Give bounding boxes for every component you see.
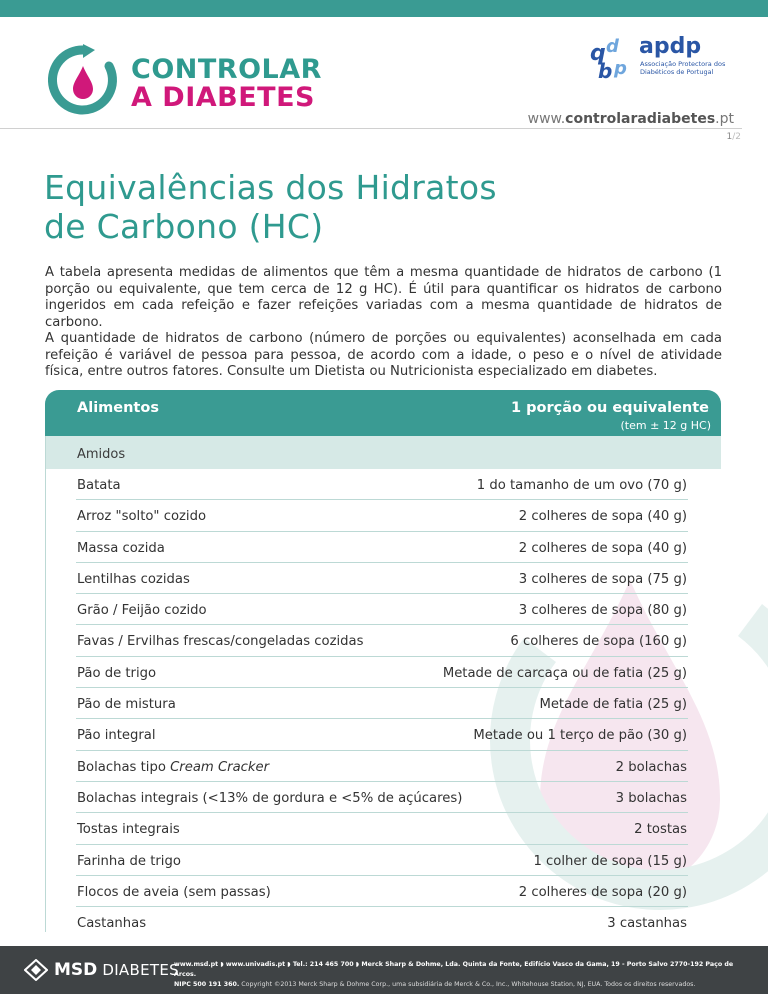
intro-text: [45, 265, 722, 381]
food-name: Batata: [77, 478, 121, 493]
page-title: Equivalências dos Hidratos de Carbono (HC): [44, 168, 497, 246]
intro-paragraph-2: A quantidade de hidratos de carbono (número de porções ou equivalentes) aconselhada em cada refeição é variável de pessoa para pessoa, de acordo com a idade, o peso e o nível de atividade física, entre outros fatores. Consulte um Dietista ou Nutricionista especializado em diabetes.: [45, 331, 722, 379]
table-body: [45, 469, 721, 937]
food-name: Pão integral: [77, 728, 156, 744]
footer-legal-text: www.msd.pt ◗ www.univadis.pt ◗ Tel.: 214 465 700 ◗ Merck Sharp & Dohme, Lda. Quinta da Fonte, Edifício Vasco da Gama, 19 - Porto Salvo 2770-192 Paço de Arcos. NIPC 500 191 360. Copyright ©2013 Merck Sharp & Dohme Corp., uma subsidiária de Merck & Co., Inc., Whitehouse Station, NJ, EUA. Todos os direitos reservados.: [174, 961, 734, 988]
portion-quantity: 1 colher de sopa (15 g): [533, 853, 687, 869]
food-name: Grão / Feijão cozido: [77, 603, 207, 619]
logo-line1: CONTROLAR: [131, 54, 322, 85]
portion-quantity: 3 bolachas: [615, 790, 687, 806]
food-name: Pão de trigo: [77, 665, 157, 681]
table-row: [76, 907, 688, 937]
portion-quantity: 3 colheres de sopa (75 g): [518, 571, 687, 587]
food-name: Pão de mistura: [77, 697, 176, 713]
msd-diabetes-brand: MSD DIABETES: [54, 960, 179, 980]
food-name: Flocos de aveia (sem passas): [77, 884, 271, 900]
apdp-logo-icon: [588, 34, 638, 84]
portion-quantity: Metade ou 1 terço de pão (30 g): [473, 728, 687, 744]
food-name: Favas / Ervilhas frescas/congeladas cozidas: [77, 634, 364, 650]
table-row: [76, 813, 688, 844]
footer-bar: [0, 946, 768, 994]
logo-wordmark: [131, 56, 322, 112]
table-row: [76, 876, 688, 907]
table-row: [76, 500, 688, 531]
table-row: [76, 719, 688, 750]
partner-subtitle: Associação Protectora dos Diabéticos de Portugal: [640, 60, 726, 76]
group-label: Amidos: [77, 447, 126, 462]
svg-text:p: p: [614, 58, 627, 79]
food-name: Massa cozida: [77, 540, 165, 556]
food-name: Bolachas tipo Cream Cracker: [77, 759, 270, 775]
portion-quantity: 6 colheres de sopa (160 g): [510, 634, 687, 650]
msd-logo-icon: [24, 959, 48, 981]
food-name: Bolachas integrais (<13% de gordura e <5% de açúcares): [77, 790, 463, 806]
logo-line2: A DIABETES: [131, 82, 315, 113]
table-row: [76, 845, 688, 876]
portion-quantity: 1 do tamanho de um ovo (70 g): [476, 478, 687, 493]
top-color-bar: [0, 0, 768, 17]
intro-paragraph-1: A tabela apresenta medidas de alimentos que têm a mesma quantidade de hidratos de carbono (1 porção ou equivalente, que tem cerca de 12 g HC). É útil para quantificar os hidratos de carbono ingeridos em cada refeição e fazer refeições variadas com a mesma quantidade de hidratos de carbono.: [45, 265, 722, 330]
portion-quantity: Metade de carcaça ou de fatia (25 g): [442, 665, 687, 681]
portion-quantity: 2 tostas: [634, 822, 687, 838]
table-row: [76, 594, 688, 625]
table-row: [76, 469, 688, 500]
food-name: Tostas integrais: [77, 822, 180, 838]
table-header: [45, 390, 721, 436]
portion-quantity: 3 castanhas: [607, 916, 687, 932]
food-name: Lentilhas cozidas: [77, 571, 190, 587]
food-name: Arroz "solto" cozido: [77, 509, 207, 525]
group-header-starches: [45, 436, 721, 469]
table-row: [76, 625, 688, 656]
table-row: [76, 751, 688, 782]
website-link[interactable]: www.controlaradiabetes.pt: [527, 111, 734, 127]
food-name: Castanhas: [77, 916, 147, 932]
equivalence-table: [45, 390, 721, 937]
svg-text:d: d: [606, 36, 619, 57]
table-row: [76, 782, 688, 813]
column-header-food: Alimentos: [77, 400, 159, 416]
column-header-portion-note: (tem ± 12 g HC): [620, 419, 711, 432]
portion-quantity: 3 colheres de sopa (80 g): [518, 603, 687, 619]
portion-quantity: 2 colheres de sopa (20 g): [518, 884, 687, 900]
header-divider: [0, 128, 742, 129]
page-number: 1/2: [726, 132, 741, 142]
controlar-a-diabetes-logo-icon: [43, 36, 123, 118]
partner-name: apdp: [639, 34, 702, 59]
portion-quantity: 2 colheres de sopa (40 g): [518, 540, 687, 556]
column-header-portion: 1 porção ou equivalente: [511, 400, 709, 416]
table-row: [76, 657, 688, 688]
portion-quantity: 2 colheres de sopa (40 g): [518, 509, 687, 525]
table-row: [76, 563, 688, 594]
portion-quantity: 2 bolachas: [615, 759, 687, 775]
portion-quantity: Metade de fatia (25 g): [539, 697, 687, 713]
svg-text:b: b: [598, 59, 613, 83]
table-row: [76, 532, 688, 563]
table-row: [76, 688, 688, 719]
food-name: Farinha de trigo: [77, 853, 181, 869]
svg-text:q: q: [590, 41, 606, 66]
